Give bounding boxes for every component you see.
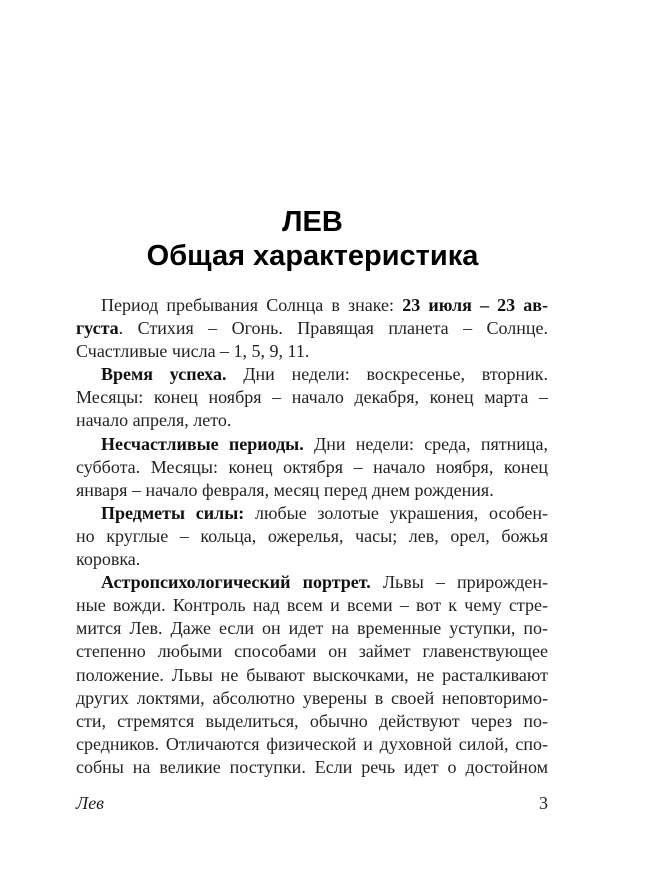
chapter-title: ЛЕВ [282,206,343,238]
text-run: начало апреля, лето. [76,410,232,431]
paragraph-astro-portrait [76,571,548,779]
text-run: сти, стремятся выделиться, обычно действуют через по- [76,710,548,731]
text-run: Дни недели: воскресенье, вторник. [226,364,548,385]
text-line [76,317,548,340]
bold-lead: густа [76,318,119,339]
bold-lead: Время успеха. [101,364,227,385]
text-run: собны на великие поступки. Если речь идет о достойном [76,756,548,777]
text-line [76,479,548,502]
text-run: января – начало февраля, месяц перед днем рождения. [76,479,494,500]
text-run: . Стихия – Огонь. Правящая планета – Солнце. [118,318,548,339]
bold-lead: 23 июля – 23 ав- [402,295,548,315]
text-line [76,594,548,617]
text-line [76,294,548,317]
text-line [76,456,548,479]
text-line [76,756,548,779]
text-line [76,409,548,432]
body-text [76,294,548,779]
text-run: Месяцы: конец ноября – начало декабря, конец марта – [76,387,548,408]
text-run: степенно любыми способами он займет главенствующее [76,641,548,662]
text-run: Львы – прирожден- [370,572,548,593]
text-run: но круглые – кольца, ожерелья, часы; лев, орел, божья [76,525,548,546]
text-run: коровка. [76,549,141,570]
text-run: суббота. Месяцы: конец октября – начало ноября, конец [76,456,548,477]
text-line [76,433,548,456]
bold-lead: Астропсихологический портрет. [101,572,371,593]
text-line [76,733,548,756]
text-line [76,640,548,663]
text-line [76,710,548,733]
text-line [76,687,548,710]
text-run: положение. Львы не бывают выскочками, не расталкивают [76,664,548,685]
text-line [76,363,548,386]
paragraph-unlucky-periods [76,433,548,502]
text-line [76,571,548,594]
text-run: средников. Отличаются физической и духовной силой, спо- [76,733,548,754]
bold-lead: Несчастливые периоды. [101,433,304,454]
paragraph-success-time [76,363,548,432]
text-run: Счастливые числа – 1, 5, 9, 11. [76,341,310,362]
text-line [76,386,548,409]
paragraph-power-items [76,502,548,571]
text-line [76,502,548,525]
text-line [76,664,548,687]
text-line [76,548,548,571]
text-run: мится Лев. Даже если он идет на временные уступки, по- [76,618,548,639]
text-run: любые золотые украшения, особен- [244,502,548,523]
text-line [76,340,548,363]
page-footer [76,792,548,814]
running-title: Лев [76,793,104,813]
text-run: ные вожди. Контроль над всем и всеми – вот к чему стре- [76,595,548,616]
paragraph-period [76,294,548,363]
chapter-subtitle: Общая характеристика [146,240,479,272]
text-run: других локтями, абсолютно уверены в своей неповторимо- [76,687,548,708]
text-run: Дни недели: среда, пятница, [303,433,548,454]
text-run: Период пребывания Солнца в знаке: [101,295,403,315]
bold-lead: Предметы силы: [101,502,245,523]
text-line [76,617,548,640]
text-line [76,525,548,548]
page-number: 3 [539,793,548,813]
